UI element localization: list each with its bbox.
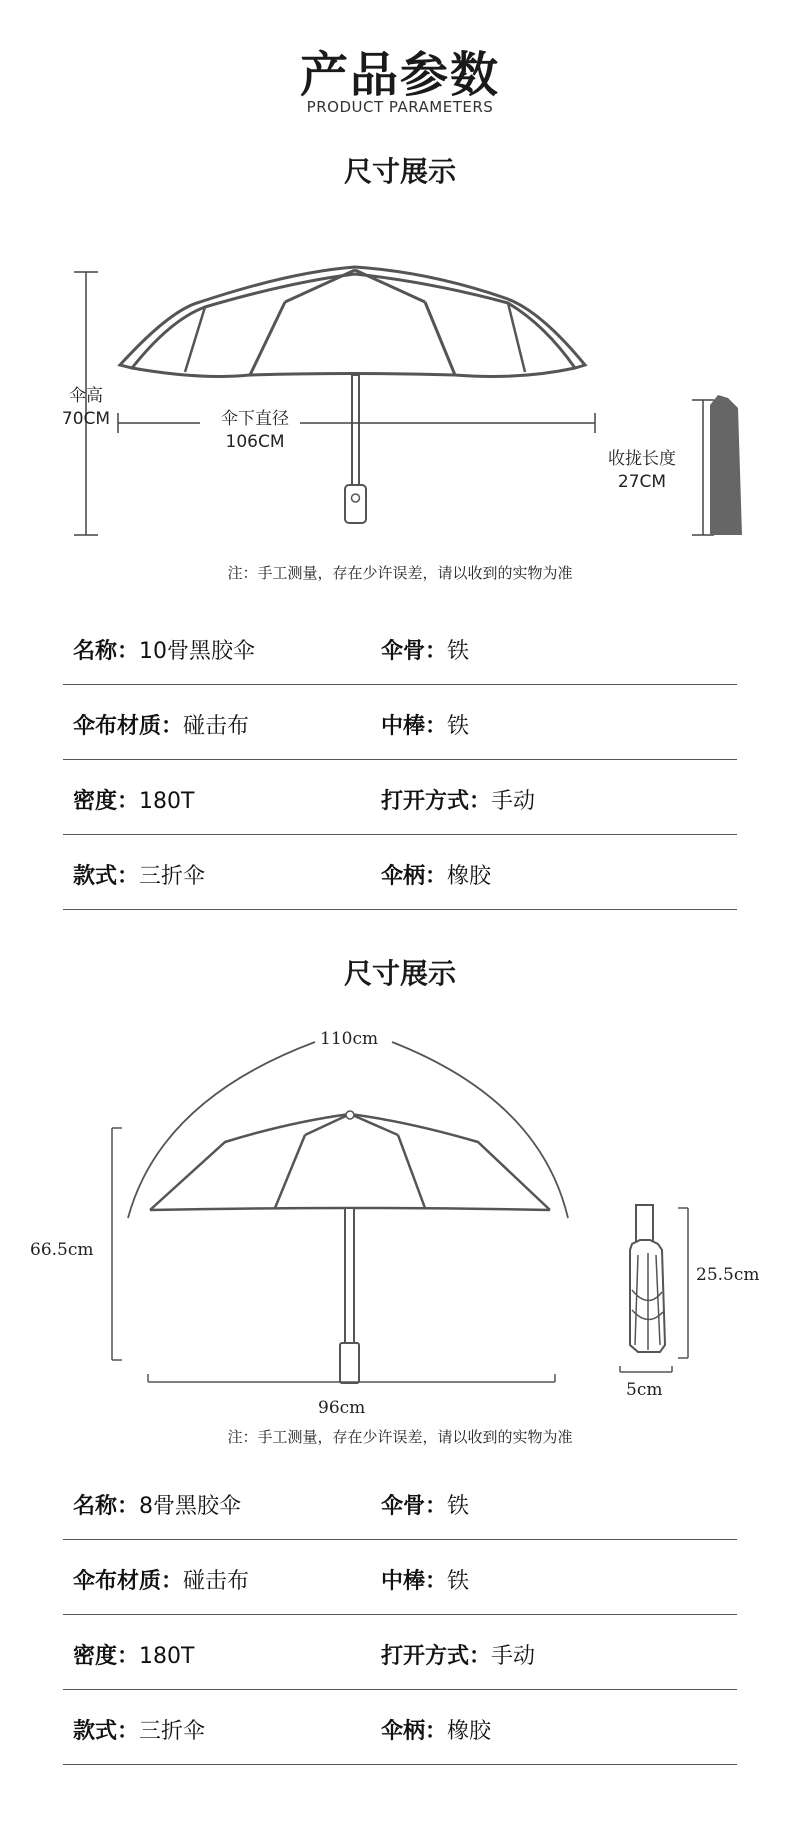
spec-value: 铁: [447, 639, 470, 664]
spec-value: 8骨黑胶伞: [139, 1494, 242, 1519]
canopy-outline-2: [150, 1114, 550, 1210]
spec-value: 手动: [491, 789, 536, 814]
page-subtitle: PRODUCT PARAMETERS: [306, 98, 494, 116]
measurement-note-1: 注：手工测量，存在少许误差，请以收到的实物为准: [227, 564, 573, 582]
spec-key: 名称：: [73, 639, 140, 664]
width-value-2: 96cm: [318, 1398, 366, 1418]
spec-key: 伞骨：: [381, 639, 448, 664]
section1-title: 尺寸展示: [343, 155, 456, 188]
spec-value: 180T: [139, 789, 195, 814]
table-row: [63, 1690, 737, 1765]
folded-length-label: 收拢长度: [608, 449, 676, 469]
measurement-note-2: 注：手工测量，存在少许误差，请以收到的实物为准: [227, 1428, 573, 1446]
table-row: [63, 1465, 737, 1540]
umbrella-diagram-2: [0, 1010, 800, 1430]
spec-key: 打开方式：: [381, 789, 492, 814]
height-value: 70CM: [61, 409, 111, 429]
spec-table-2: [63, 1465, 737, 1765]
spec-key: 伞布材质：: [73, 714, 184, 739]
section2-title: 尺寸展示: [343, 957, 456, 990]
spec-key: 密度：: [73, 1644, 140, 1669]
table-row: [63, 1615, 737, 1690]
spec-value: 碰击布: [183, 1569, 250, 1594]
umbrella-shaft: [352, 375, 359, 485]
folded-umbrella-shape: [710, 395, 742, 535]
spec-value: 180T: [139, 1644, 195, 1669]
spec-value: 铁: [447, 1494, 470, 1519]
arc-length-value: 110cm: [320, 1029, 379, 1049]
spec-value: 橡胶: [447, 1719, 492, 1744]
table-row: [63, 835, 737, 910]
spec-key: 伞骨：: [381, 1494, 448, 1519]
height-value-2: 66.5cm: [30, 1240, 94, 1260]
spec-key: 伞布材质：: [73, 1569, 184, 1594]
table-row: [63, 610, 737, 685]
umbrella-handle-2: [340, 1343, 359, 1383]
height-label: 伞高: [69, 386, 103, 406]
spec-key: 款式：: [73, 1719, 140, 1744]
spec-key: 打开方式：: [381, 1644, 492, 1669]
spec-key: 款式：: [73, 864, 140, 889]
spec-key: 名称：: [73, 1494, 140, 1519]
folded-width-value: 5cm: [626, 1380, 663, 1400]
spec-key: 伞柄：: [381, 1719, 448, 1744]
spec-value: 10骨黑胶伞: [139, 639, 256, 664]
spec-key: 密度：: [73, 789, 140, 814]
spec-key: 伞柄：: [381, 864, 448, 889]
spec-key: 中棒：: [381, 1569, 448, 1594]
table-row: [63, 685, 737, 760]
diameter-value: 106CM: [225, 432, 285, 452]
spec-key: 中棒：: [381, 714, 448, 739]
spec-value: 碰击布: [183, 714, 250, 739]
spec-value: 铁: [447, 1569, 470, 1594]
table-row: [63, 1540, 737, 1615]
spec-value: 手动: [491, 1644, 536, 1669]
spec-value: 橡胶: [447, 864, 492, 889]
arc-dimension-left: [128, 1042, 315, 1218]
umbrella-shaft-2: [345, 1208, 354, 1343]
page-title: 产品参数: [299, 47, 500, 103]
table-row: [63, 760, 737, 835]
umbrella-handle: [345, 485, 366, 523]
spec-value: 三折伞: [139, 864, 206, 889]
spec-table-1: [63, 610, 737, 910]
folded-height-value: 25.5cm: [696, 1265, 760, 1285]
diameter-label: 伞下直径: [221, 409, 289, 429]
folded-length-value: 27CM: [617, 472, 667, 492]
spec-value: 铁: [447, 714, 470, 739]
spec-value: 三折伞: [139, 1719, 206, 1744]
